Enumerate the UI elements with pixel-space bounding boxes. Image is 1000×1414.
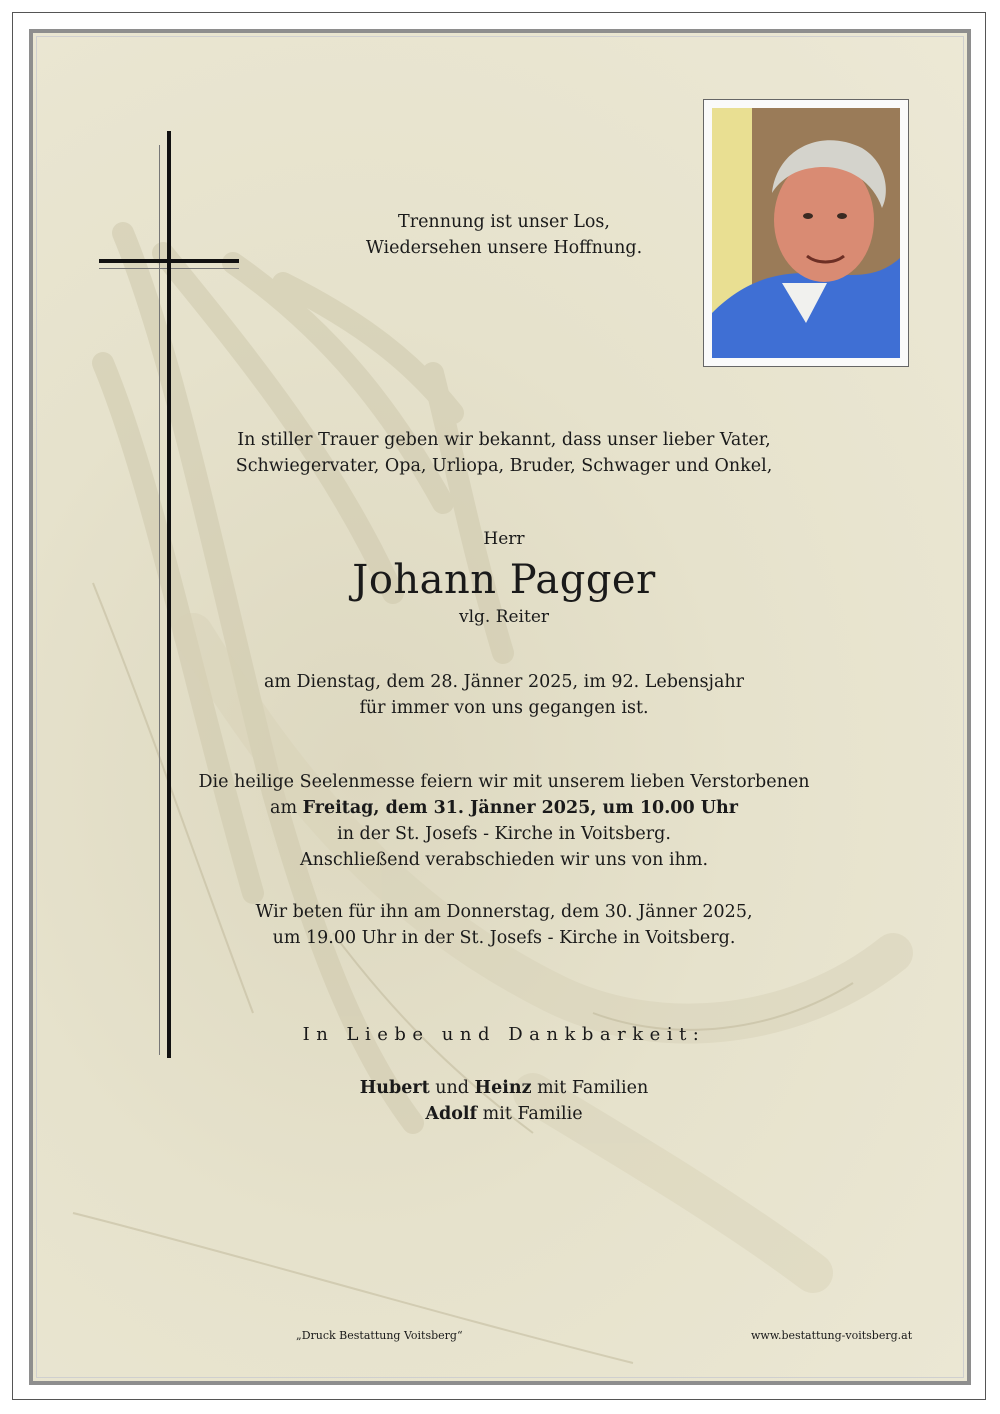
prayer-line-1: Wir beten für ihn am Donnerstag, dem 30. Jänner 2025, <box>255 902 753 922</box>
mourner-name-3: Adolf <box>425 1104 478 1124</box>
death-notice <box>33 669 971 721</box>
obituary-card <box>29 29 971 1385</box>
death-notice-line-2: für immer von uns gegangen ist. <box>359 698 649 718</box>
vulgo-name: vlg. Reiter <box>458 607 550 627</box>
requiem-line-3: in der St. Josefs - Kirche in Voitsberg. <box>337 824 671 844</box>
mourners-suffix-2: mit Familie <box>477 1104 583 1124</box>
quote-line-1: Trennung ist unser Los, <box>398 212 610 232</box>
announcement-line-1: In stiller Trauer geben wir bekannt, dass unser lieber Vater, <box>237 430 771 450</box>
requiem-line-2 <box>33 795 971 821</box>
mourner-name-2: Heinz <box>474 1078 532 1098</box>
quote <box>33 209 971 261</box>
mourners <box>33 1075 971 1127</box>
printer-credit: „Druck Bestattung Voitsberg“ <box>296 1329 463 1342</box>
deceased-name: Johann Pagger <box>352 557 656 603</box>
mourners-line-2 <box>33 1101 971 1127</box>
mourners-and: und <box>429 1078 475 1098</box>
website-link[interactable]: www.bestattung-voitsberg.at <box>751 1329 913 1342</box>
prayer-details <box>33 899 971 951</box>
mourners-suffix-1: mit Familien <box>531 1078 649 1098</box>
requiem-line-4: Anschließend verabschieden wir uns von ihm. <box>299 850 709 870</box>
announcement-line-2: Schwiegervater, Opa, Urliopa, Bruder, Schwager und Onkel, <box>235 456 773 476</box>
salutation: Herr <box>483 529 525 549</box>
requiem-line-2-prefix: am <box>270 798 303 818</box>
prayer-line-2: um 19.00 Uhr in der St. Josefs - Kirche in Voitsberg. <box>272 928 736 948</box>
death-notice-line-1: am Dienstag, dem 28. Jänner 2025, im 92. Lebensjahr <box>263 672 745 692</box>
mourner-name-1: Hubert <box>359 1078 430 1098</box>
requiem-line-1: Die heilige Seelenmesse feiern wir mit unserem lieben Verstorbenen <box>198 772 810 792</box>
quote-line-2: Wiedersehen unsere Hoffnung. <box>365 238 643 258</box>
closing-phrase: In Liebe und Dankbarkeit: <box>302 1024 706 1045</box>
requiem-date-time: Freitag, dem 31. Jänner 2025, um 10.00 Uhr <box>302 798 738 818</box>
announcement <box>33 427 971 479</box>
requiem-details <box>33 769 971 873</box>
mourners-line-1 <box>33 1075 971 1101</box>
